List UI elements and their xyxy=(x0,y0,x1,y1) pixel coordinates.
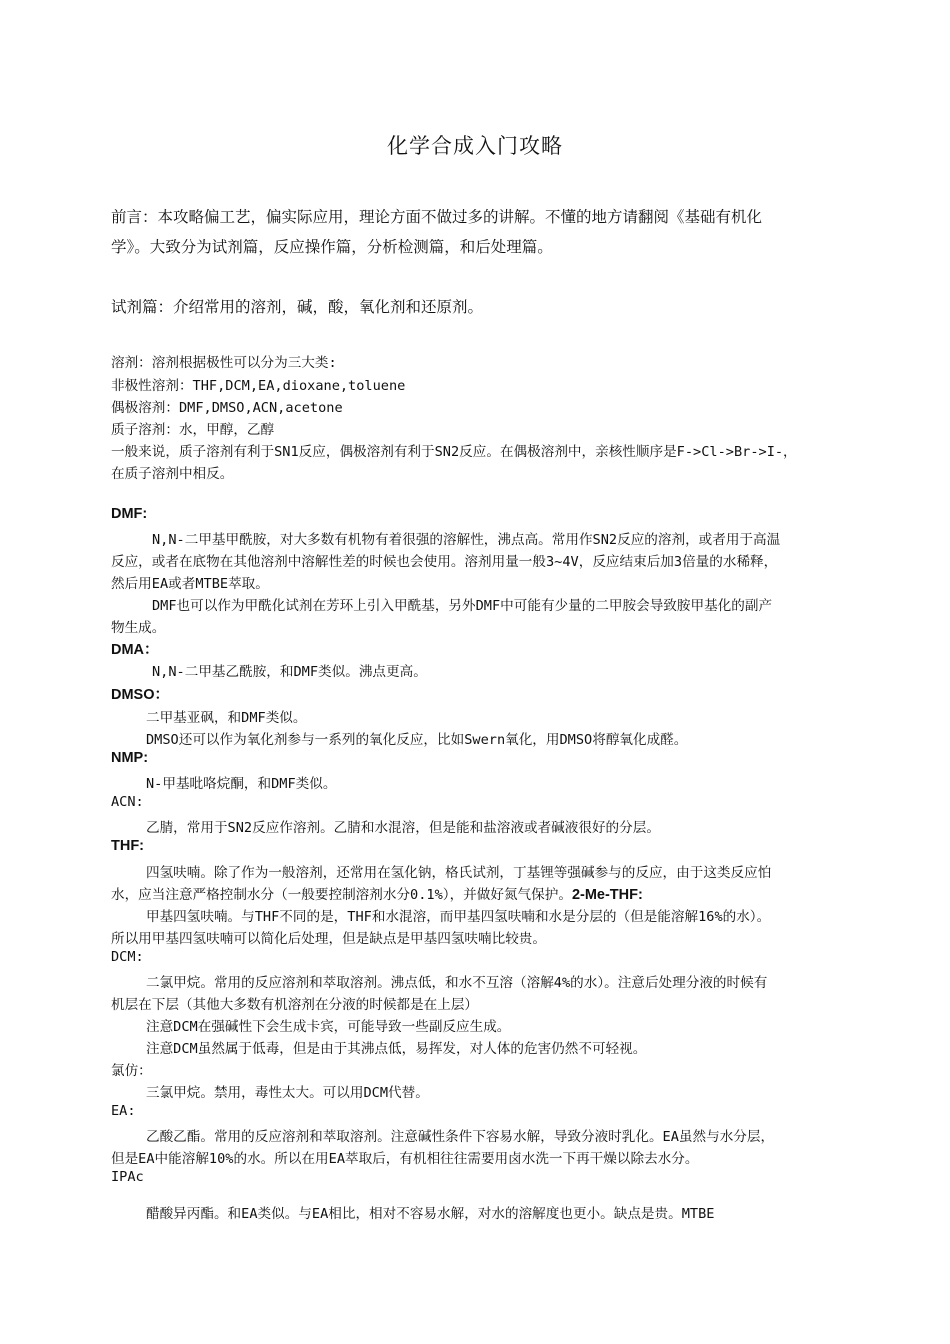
dma-text: N,N-二甲基乙酰胺，和DMF类似。沸点更高。 xyxy=(152,664,427,680)
ea-line-1: 乙酸乙酯。常用的反应溶剂和萃取溶剂。注意碱性条件下容易水解，导致分液时乳化。EA虽然与水分层， xyxy=(146,1129,775,1145)
solvent-general-line-2: 在质子溶剂中相反。 xyxy=(111,466,234,482)
dmso-heading: DMSO： xyxy=(111,687,169,703)
dmso-p2: DMSO还可以作为氧化剂参与一系列的氧化反应，比如Swern氧化，用DMSO将醇氧化成醛。 xyxy=(146,732,688,748)
chloroform-text: 三氯甲烷。禁用，毒性太大。可以用DCM代替。 xyxy=(146,1085,429,1101)
dma-heading: DMA： xyxy=(111,642,159,658)
thf-line-1: 四氢呋喃。除了作为一般溶剂，还常用在氢化钠，格氏试剂，丁基锂等强碱参与的反应，由于这类反应怕 xyxy=(146,865,772,881)
dmf-p1-line-1: N,N-二甲基甲酰胺，对大多数有机物有着很强的溶解性，沸点高。常用作SN2反应的溶剂，或者用于高温 xyxy=(152,532,781,548)
ipac-heading: IPAc xyxy=(111,1169,144,1185)
preface-line-2: 学》。大致分为试剂篇，反应操作篇，分析检测篇，和后处理篇。 xyxy=(111,238,553,256)
ipac-text: 醋酸异丙酯。和EA类似。与EA相比，相对不容易水解，对水的溶解度也更小。缺点是贵。MTBE xyxy=(146,1206,715,1222)
acn-text: 乙腈，常用于SN2反应作溶剂。乙腈和水混溶，但是能和盐溶液或者碱液很好的分层。 xyxy=(146,820,660,836)
dmf-p1-line-3: 然后用EA或者MTBE萃取。 xyxy=(111,576,269,592)
preface-line-1: 前言：本攻略偏工艺，偏实际应用，理论方面不做过多的讲解。不懂的地方请翻阅《基础有机化 xyxy=(111,208,763,226)
reagents-intro: 试剂篇：介绍常用的溶剂，碱，酸，氧化剂和还原剂。 xyxy=(111,298,484,316)
ea-heading: EA: xyxy=(111,1103,136,1119)
dcm-p1-line-2: 机层在下层（其他大多数有机溶剂在分液的时候都是在上层） xyxy=(111,997,479,1013)
chloroform-heading: 氯仿： xyxy=(111,1063,152,1079)
nmp-heading: NMP: xyxy=(111,750,149,766)
dmf-p2-line-2: 物生成。 xyxy=(111,620,166,636)
dcm-p3: 注意DCM虽然属于低毒，但是由于其沸点低，易挥发，对人体的危害仍然不可轻视。 xyxy=(146,1041,647,1057)
polar-aprotic-solvents: 偶极溶剂：DMF,DMSO,ACN,acetone xyxy=(111,400,343,416)
solvent-general-line-1: 一般来说，质子溶剂有利于SN1反应，偶极溶剂有利于SN2反应。在偶极溶剂中，亲核性顺序是F->Cl->Br->I-， xyxy=(111,444,797,460)
dmf-heading: DMF: xyxy=(111,506,148,522)
solvents-intro: 溶剂：溶剂根据极性可以分为三大类: xyxy=(111,355,337,371)
methf-line-1: 甲基四氢呋喃。与THF不同的是，THF和水混溶，而甲基四氢呋喃和水是分层的（但是能溶解16%的水）。 xyxy=(146,909,771,925)
protic-solvents: 质子溶剂：水，甲醇，乙醇 xyxy=(111,422,275,438)
dmso-p1: 二甲基亚砜，和DMF类似。 xyxy=(146,710,307,726)
dcm-heading: DCM: xyxy=(111,949,144,965)
thf-line-2 xyxy=(111,883,643,904)
thf-heading: THF: xyxy=(111,838,145,854)
nmp-text: N-甲基吡咯烷酮，和DMF类似。 xyxy=(146,776,337,792)
dcm-p2: 注意DCM在强碱性下会生成卡宾，可能导致一些副反应生成。 xyxy=(146,1019,511,1035)
document-title: 化学合成入门攻略 xyxy=(387,134,563,158)
dmf-p2-line-1: DMF也可以作为甲酰化试剂在芳环上引入甲酰基，另外DMF中可能有少量的二甲胺会导致胺甲基化的副产 xyxy=(152,598,773,614)
nonpolar-solvents: 非极性溶剂：THF,DCM,EA,dioxane,toluene xyxy=(111,378,406,394)
methf-line-2: 所以用甲基四氢呋喃可以简化后处理，但是缺点是甲基四氢呋喃比较贵。 xyxy=(111,931,546,947)
methf-heading: 2-Me-THF: xyxy=(571,887,643,903)
dcm-p1-line-1: 二氯甲烷。常用的反应溶剂和萃取溶剂。沸点低，和水不互溶（溶解4%的水）。注意后处理分液的时候有 xyxy=(146,975,768,991)
thf-line-2-text: 水，应当注意严格控制水分（一般要控制溶剂水分0.1%），并做好氮气保护。 xyxy=(111,887,572,903)
acn-heading: ACN: xyxy=(111,794,144,810)
ea-line-2: 但是EA中能溶解10%的水。所以在用EA萃取后，有机相往往需要用卤水洗一下再干燥以除去水分。 xyxy=(111,1151,699,1167)
dmf-p1-line-2: 反应，或者在底物在其他溶剂中溶解性差的时候也会使用。溶剂用量一般3~4V，反应结束后加3倍量的水稀释， xyxy=(111,554,778,570)
